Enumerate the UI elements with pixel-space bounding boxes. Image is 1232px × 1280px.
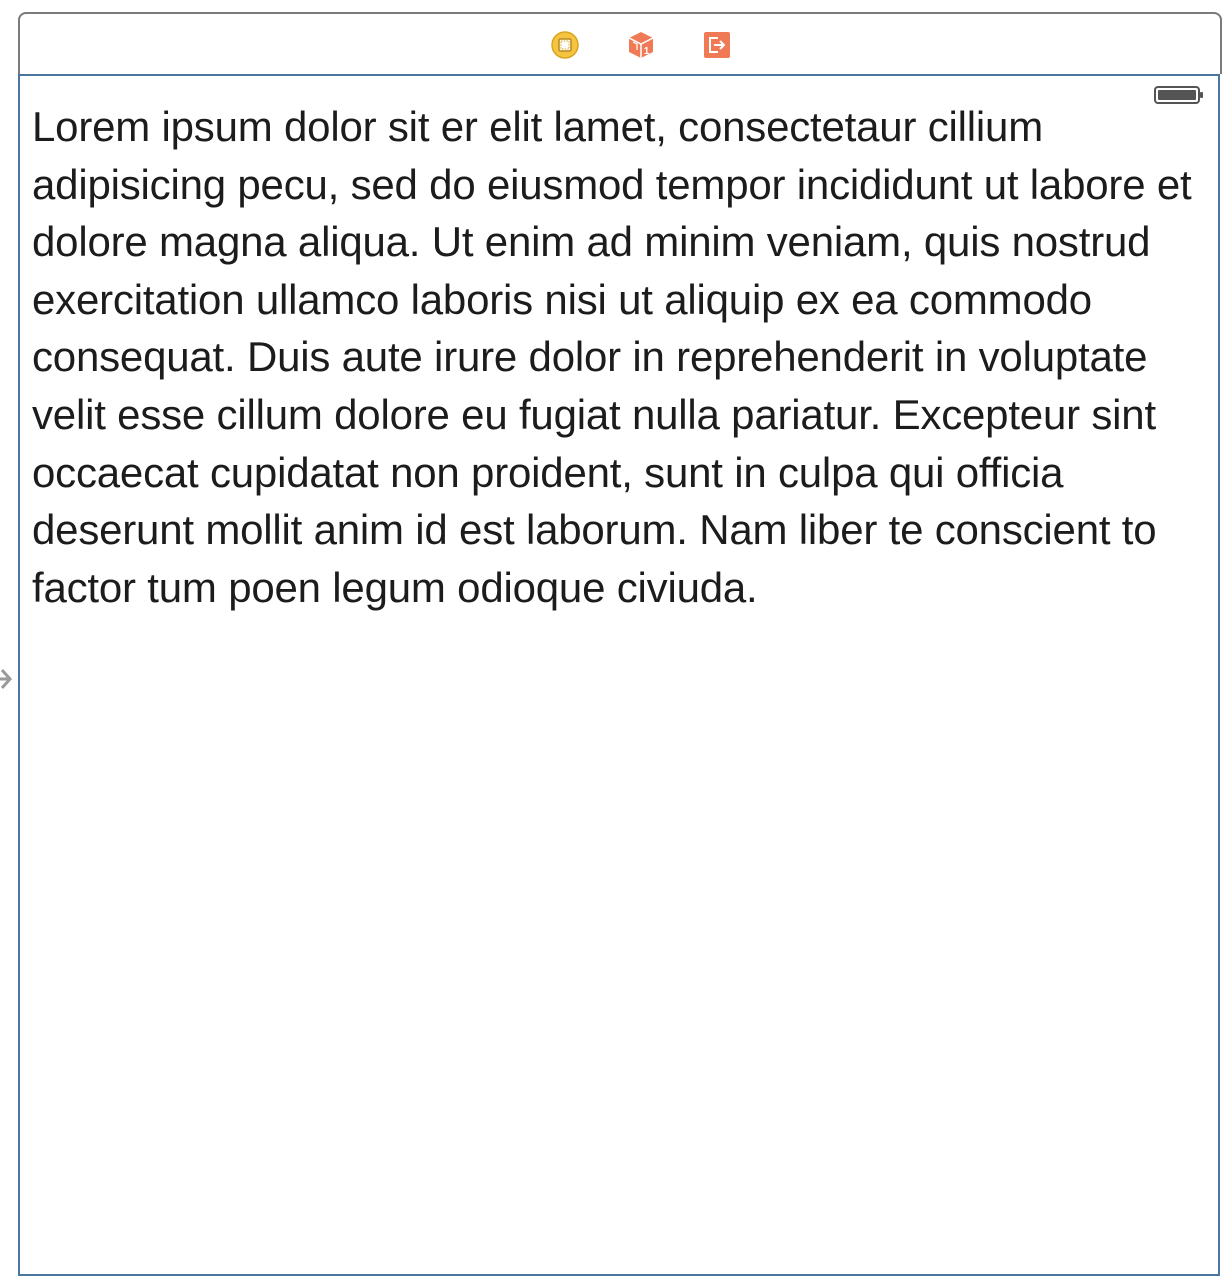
text-view-content: Lorem ipsum dolor sit er elit lamet, consectetaur cillium adipisicing pecu, sed do eiusmod tempor incididunt ut labore et dolore magna aliqua. Ut enim ad minim veniam, quis nostrud exercitation ullamco laboris nisi ut aliquip ex ea commodo consequat. Duis aute irure dolor in reprehenderit in voluptate velit esse cillum dolore eu fugiat nulla pariatur. Excepteur sint occaecat cupidatat non proident, sunt in culpa qui officia deserunt mollit anim id est laborum. Nam liber te conscient to factor tum poen legum odioque civiuda. bbox=[32, 103, 1192, 611]
exit-icon[interactable] bbox=[702, 30, 732, 60]
entry-point-arrow-icon[interactable] bbox=[0, 664, 16, 694]
first-responder-number: 1 bbox=[643, 46, 650, 57]
view-controller-icon[interactable] bbox=[550, 30, 580, 60]
first-responder-icon[interactable] bbox=[626, 30, 656, 60]
text-view[interactable] bbox=[32, 98, 1212, 623]
main-view[interactable] bbox=[18, 74, 1220, 1276]
view-controller-scene[interactable] bbox=[18, 12, 1220, 1276]
scene-dock bbox=[18, 12, 1222, 74]
scene-dock-icons bbox=[550, 30, 732, 60]
